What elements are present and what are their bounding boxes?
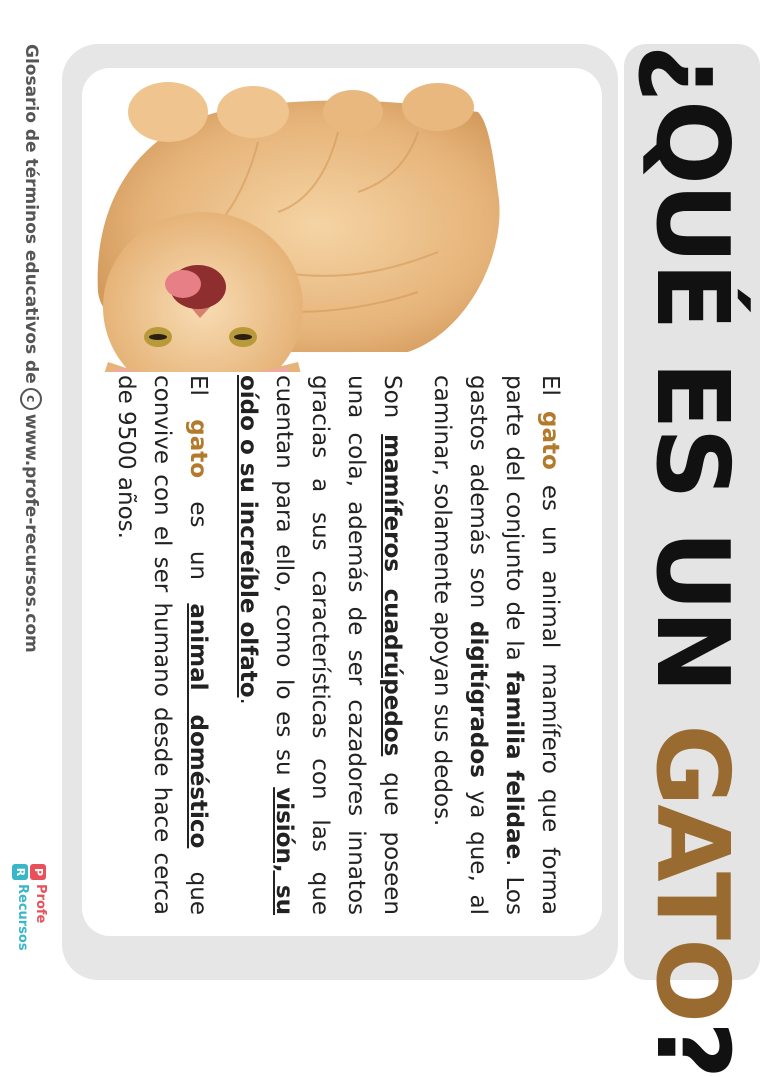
copyright-icon: c bbox=[20, 388, 42, 410]
paragraph-characteristics bbox=[230, 375, 410, 915]
profe-recursos-logo bbox=[8, 864, 52, 984]
definition-text bbox=[68, 375, 568, 915]
paragraph-domestic bbox=[108, 375, 216, 915]
page-title bbox=[632, 44, 752, 1077]
text: que convive con el ser humano desde hace cerca de 9500 años. bbox=[113, 375, 211, 916]
text: El bbox=[537, 375, 563, 411]
paragraph-definition bbox=[424, 375, 568, 915]
text: Son bbox=[379, 375, 405, 435]
bold-digitigrados: digitígrados bbox=[465, 621, 491, 778]
logo-p-square: P bbox=[30, 864, 46, 880]
footer-url[interactable]: www.profe-recursos.com bbox=[21, 413, 41, 653]
text: es un bbox=[185, 478, 211, 604]
bold-mamiferos-cuadrupedos: mamíferos cuadrúpedos bbox=[379, 434, 405, 757]
cat-photo bbox=[78, 72, 638, 372]
text: ya que, al caminar, solamente apoyan sus dedos. bbox=[429, 375, 491, 916]
text: El bbox=[185, 375, 211, 420]
title-question-mark: ? bbox=[634, 1021, 751, 1077]
highlight-gato: gato bbox=[537, 411, 563, 470]
footer-credit bbox=[16, 44, 46, 653]
logo-line2: Recursos bbox=[15, 884, 30, 951]
title-part1: ¿QUÉ ES UN bbox=[634, 44, 751, 725]
logo-r-square: R bbox=[12, 864, 28, 880]
title-band bbox=[624, 44, 760, 1077]
text: . bbox=[235, 697, 261, 705]
text: . Los gastos además son bbox=[465, 375, 527, 915]
text: que poseen una cola, además de ser cazadores innatos gracias a sus características con las que cuentan para ello, como lo es su bbox=[271, 375, 405, 915]
footer-text: Glosario de términos educativos de bbox=[21, 44, 41, 384]
bold-familia-felidae: familia felidae bbox=[501, 670, 527, 860]
logo-line1: Profe bbox=[33, 884, 48, 924]
bold-animal-domestico: animal doméstico bbox=[185, 603, 211, 849]
title-gato-word: GATO bbox=[634, 724, 751, 1022]
text: es un animal mamífero que forma parte del conjunto de la bbox=[501, 375, 563, 916]
bold-senses: visión, su oído o su increíble olfato bbox=[235, 375, 297, 915]
highlight-gato: gato bbox=[185, 419, 211, 479]
